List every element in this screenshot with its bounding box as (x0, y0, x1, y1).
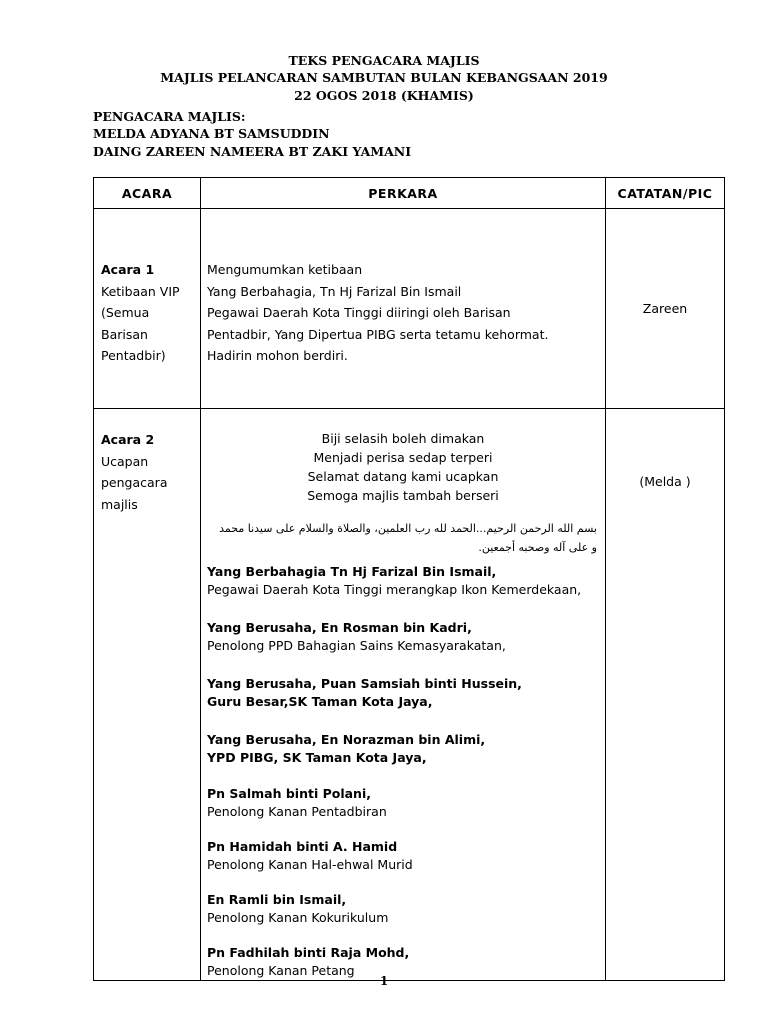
perkara-line: Pegawai Daerah Kota Tinggi diiringi oleh Barisan (207, 305, 511, 320)
page-number: 1 (379, 974, 389, 988)
acara-desc-line: pengacara (101, 475, 168, 490)
column-header-acara: ACARA (94, 178, 201, 209)
acara-label: Acara 2 (101, 432, 155, 447)
guest-entry (201, 619, 605, 655)
pantun-line: Biji selasih boleh dimakan (321, 431, 485, 446)
perkara-cell (201, 209, 606, 409)
guest-name: En Ramli bin Ismail, (207, 892, 347, 907)
acara-desc-line: Pentadbir) (101, 348, 166, 363)
guest-role: YPD PIBG, SK Taman Kota Jaya, (207, 750, 427, 765)
guest-name: Yang Berusaha, En Norazman bin Alimi, (207, 732, 486, 747)
perkara-line: Pentadbir, Yang Dipertua PIBG serta tetamu kehormat. (207, 326, 549, 342)
perkara-line: Yang Berbahagia, Tn Hj Farizal Bin Ismail (207, 283, 462, 299)
column-header-catatan: CATATAN/PIC (606, 178, 725, 209)
table-row (94, 409, 725, 981)
acara-desc-line: Barisan (101, 326, 148, 342)
mc-name-2: DAING ZAREEN NAMEERA BT ZAKI YAMANI (93, 144, 412, 159)
acara-desc-line: Ketibaan VIP (101, 283, 180, 299)
guest-entry (201, 891, 605, 927)
guest-role: Penolong Kanan Kokurikulum (207, 910, 389, 925)
guest-entry (201, 675, 605, 711)
perkara-cell (201, 409, 606, 981)
guest-role: Pegawai Daerah Kota Tinggi merangkap Ikon Kemerdekaan, (207, 582, 582, 597)
doc-title: TEKS PENGACARA MAJLIS (288, 53, 480, 68)
guest-name: Pn Salmah binti Polani, (207, 786, 371, 801)
pantun-line: Menjadi perisa sedap terperi (313, 450, 493, 465)
agenda-table (93, 177, 725, 981)
guest-role: Penolong Kanan Pentadbiran (207, 804, 387, 819)
guest-name: Pn Hamidah binti A. Hamid (207, 839, 398, 854)
pantun-line: Selamat datang kami ucapkan (307, 469, 499, 484)
guest-role: Penolong Kanan Petang (207, 963, 355, 978)
guest-role: Guru Besar,SK Taman Kota Jaya, (207, 694, 433, 709)
acara-cell (94, 209, 201, 409)
table-row (94, 209, 725, 409)
guest-entry (201, 563, 605, 599)
guest-entry (201, 838, 605, 874)
guest-entry (201, 785, 605, 821)
pantun-line: Semoga majlis tambah berseri (307, 488, 499, 503)
pantun (201, 409, 605, 505)
event-date: 22 OGOS 2018 (KHAMIS) (294, 88, 474, 103)
perkara-line: Mengumumkan ketibaan (207, 262, 363, 277)
mc-name-1: MELDA ADYANA BT SAMSUDDIN (93, 126, 330, 141)
acara-desc-line: (Semua (101, 305, 150, 320)
table-header-row (94, 178, 725, 209)
guest-role: Penolong Kanan Hal-ehwal Murid (207, 857, 413, 872)
acara-desc-line: Ucapan (101, 453, 149, 469)
column-header-perkara: PERKARA (201, 178, 606, 209)
acara-label: Acara 1 (101, 262, 155, 277)
event-title: MAJLIS PELANCARAN SAMBUTAN BULAN KEBANGSAAN 2019 (160, 70, 608, 85)
guest-name: Yang Berusaha, En Rosman bin Kadri, (207, 620, 472, 635)
guest-name: Yang Berbahagia Tn Hj Farizal Bin Ismail, (207, 564, 497, 579)
arabic-greeting: بسم الله الرحمن الرحيم...الحمد لله رب العلمين، والصلاة والسلام على سيدنا محمد و على آله وصحبه أجمعين. (219, 522, 597, 554)
perkara-line: Hadirin mohon berdiri. (207, 348, 348, 363)
guest-role: Penolong PPD Bahagian Sains Kemasyarakatan, (207, 638, 506, 653)
acara-desc-line: majlis (101, 496, 138, 512)
guest-entry (201, 731, 605, 767)
guest-name: Pn Fadhilah binti Raja Mohd, (207, 945, 410, 960)
catatan-cell: Zareen (606, 209, 725, 409)
acara-cell (94, 409, 201, 981)
catatan-cell: (Melda ) (606, 409, 725, 981)
guest-name: Yang Berusaha, Puan Samsiah binti Hussein, (207, 676, 522, 691)
mc-heading: PENGACARA MAJLIS: (93, 109, 246, 124)
